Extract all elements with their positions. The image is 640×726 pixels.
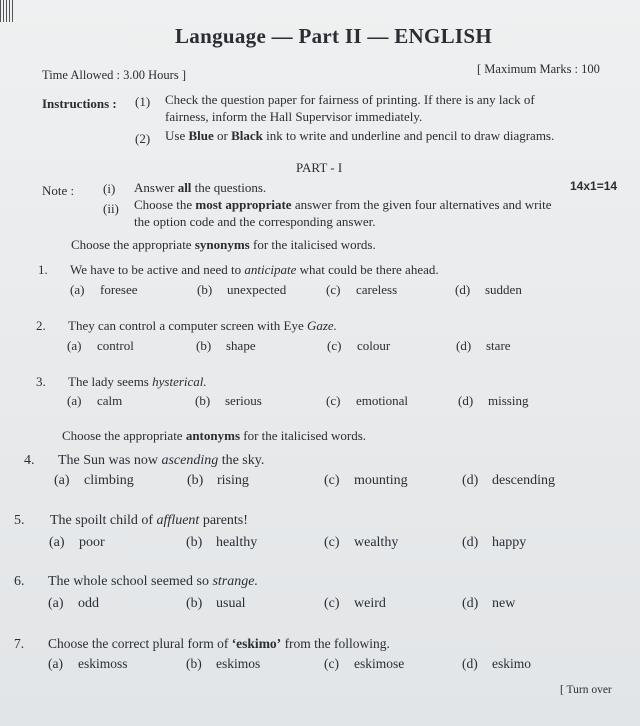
instruction-1-number: (1) [135,94,151,109]
time-allowed: Time Allowed : 3.00 Hours ] [42,68,186,82]
option-text: eskimo [492,656,531,671]
turn-over-note: [ Turn over [560,684,612,696]
question-text: The Sun was now ascending the sky. [58,453,265,468]
option-text: missing [488,393,529,408]
option-letter: (c) [326,393,341,408]
option-text: stare [486,338,511,353]
option-text: calm [97,393,123,408]
option-letter: (b) [186,596,203,611]
option-text: weird [354,596,386,611]
option-letter: (c) [324,535,340,550]
option-letter: (c) [326,282,341,297]
question-number: 7. [14,636,25,651]
instruction-1-line2: fairness, inform the Hall Supervisor immediately. [165,109,423,124]
option-letter: (c) [324,656,339,671]
option-text: emotional [356,393,408,408]
note-1-number: (i) [103,181,116,196]
option-letter: (b) [187,473,204,488]
answer-option [186,656,260,672]
answer-option [186,535,257,551]
note-2-line2: the option code and the corresponding answer. [134,214,376,229]
option-text: poor [79,535,105,550]
answer-option [324,535,398,551]
option-text: eskimos [216,656,261,671]
question-number: 6. [14,574,25,589]
instruction-2-text: Use Blue or Black ink to write and underline and pencil to draw diagrams. [165,128,555,143]
question-text: They can control a computer screen with Eye Gaze. [68,318,337,333]
option-text: control [97,338,134,353]
option-text: wealthy [354,535,399,550]
answer-option [187,473,249,489]
answer-option [54,473,134,489]
option-letter: (a) [49,535,65,550]
option-letter: (a) [48,656,63,671]
answer-option [186,596,246,612]
instruction-1-line1: Check the question paper for fairness of printing. If there is any lack of [165,92,535,107]
answer-option [456,338,511,354]
answer-option [197,282,286,298]
answer-option [67,393,122,409]
maximum-marks: [ Maximum Marks : 100 [477,62,600,76]
antonyms-instruction: Choose the appropriate antonyms for the italicised words. [62,428,367,443]
instruction-2-number: (2) [135,131,151,146]
answer-option [48,596,99,612]
answer-option [48,656,128,672]
answer-option [458,393,528,409]
page-title: Language — Part II — ENGLISH [175,24,493,48]
note-label: Note : [42,183,75,198]
option-text: shape [226,338,256,353]
option-letter: (b) [197,282,213,297]
option-letter: (a) [54,473,70,488]
option-letter: (a) [48,596,64,611]
answer-option [327,338,390,354]
answer-option [70,282,138,298]
option-text: foresee [100,282,138,297]
option-letter: (b) [196,338,212,353]
option-text: descending [492,473,555,488]
question-number: 1. [38,262,48,277]
question-number: 4. [24,453,35,468]
question-number: 5. [14,513,25,528]
answer-option [462,535,526,551]
question-text: Choose the correct plural form of ‘eskimo’ from the following. [48,636,390,651]
option-text: serious [225,393,262,408]
option-letter: (a) [67,393,82,408]
option-text: healthy [216,535,258,550]
answer-option [324,473,408,489]
option-text: odd [78,596,99,611]
part-marks: 14x1=14 [570,179,618,193]
option-letter: (b) [195,393,211,408]
answer-option [195,393,262,409]
binding-marks [0,0,14,22]
answer-option [324,656,404,672]
option-letter: (d) [458,393,474,408]
option-text: usual [216,596,246,611]
answer-option [462,656,531,672]
answer-option [324,596,386,612]
question-number: 3. [36,374,46,389]
note-2-number: (ii) [103,201,119,216]
question-text: We have to be active and need to anticipate what could be there ahead. [70,262,439,277]
option-letter: (c) [324,596,340,611]
option-letter: (d) [462,535,479,550]
option-text: unexpected [227,282,287,297]
synonyms-instruction: Choose the appropriate synonyms for the italicised words. [71,237,376,252]
question-text: The lady seems hysterical. [68,374,207,389]
option-text: sudden [485,282,522,297]
part-heading: PART - I [296,160,343,175]
option-text: eskimoss [78,656,128,671]
option-letter: (d) [455,282,471,297]
option-text: colour [357,338,391,353]
option-text: happy [492,535,527,550]
note-2-line1: Choose the most appropriate answer from the given four alternatives and write [134,197,552,212]
option-letter: (b) [186,535,203,550]
option-letter: (c) [327,338,342,353]
answer-option [462,596,515,612]
option-text: careless [356,282,398,297]
option-text: mounting [354,473,408,488]
answer-option [49,535,105,551]
option-text: rising [217,473,249,488]
option-letter: (c) [324,473,340,488]
option-text: new [492,596,516,611]
option-text: eskimose [354,656,405,671]
option-letter: (a) [70,282,85,297]
question-number: 2. [36,318,46,333]
answer-option [326,393,408,409]
answer-option [67,338,134,354]
option-letter: (a) [67,338,82,353]
answer-option [326,282,397,298]
option-letter: (d) [462,596,479,611]
option-letter: (d) [462,656,478,671]
note-1-text: Answer all the questions. [134,180,267,195]
answer-option [462,473,555,489]
option-text: climbing [84,473,134,488]
question-text: The spoilt child of affluent parents! [50,513,248,528]
instructions-label: Instructions : [42,96,117,111]
question-text: The whole school seemed so strange. [48,574,258,589]
option-letter: (b) [186,656,202,671]
option-letter: (d) [456,338,472,353]
answer-option [196,338,256,354]
answer-option [455,282,522,298]
option-letter: (d) [462,473,479,488]
